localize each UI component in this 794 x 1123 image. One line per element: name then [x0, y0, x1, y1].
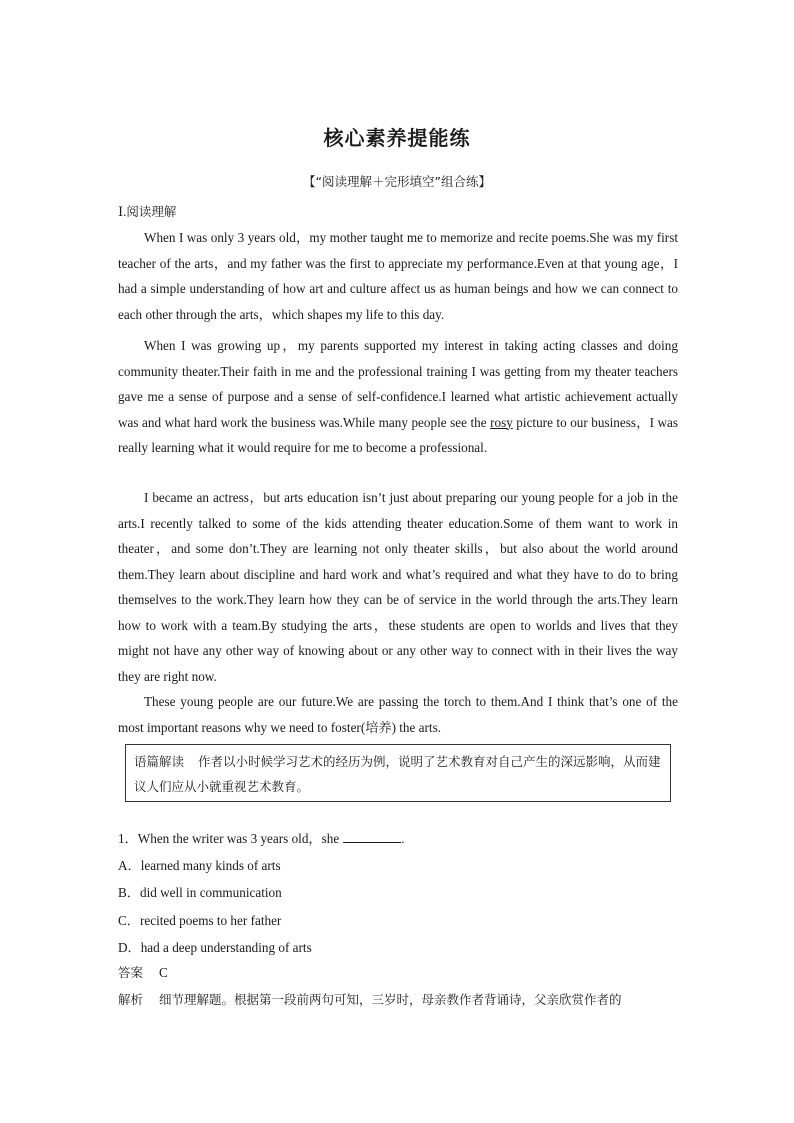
question-stem-end: . [401, 831, 405, 846]
option-a: A．learned many kinds of arts [118, 858, 281, 873]
section-number: Ⅰ. [118, 204, 127, 219]
question-stem [118, 828, 405, 847]
analysis-label: 解析 [118, 992, 144, 1007]
question-stem-text: 1．When the writer was 3 years old，she [118, 831, 340, 846]
section-heading [118, 202, 176, 220]
summary-text: 作者以小时候学习艺术的经历为例，说明了艺术教育对自己产生的深远影响，从而建议人们应从小就重视艺术教育。 [134, 754, 661, 794]
option-d: D．had a deep understanding of arts [118, 940, 312, 955]
page-title: 核心素养提能练 [323, 126, 471, 150]
answer-label: 答案 [118, 965, 144, 980]
paragraph-2 [118, 333, 678, 461]
summary-label: 语篇解读 [134, 754, 185, 769]
paragraph-3: I became an actress，but arts education isn’t just about preparing our young people for a job in the arts.I recently talked to some of the kids attending theater education.Some of them want to work in theater，and some don’t.They are learning not only theater skills，but also about the world around them.They learn about discipline and hard work and what’s required and what they have to do to bring themselves to the work.They learn how they can be of service in the world through the arts.They learn how to work with a team.By studying the arts，these students are open to worlds and lives that they might not have any other way of knowing about or any other way to connect with in their lives the way they are right now. [118, 490, 678, 684]
underlined-word: rosy [490, 414, 513, 430]
paragraph-4: These young people are our future.We are passing the torch to them.And I think that’s one of the most important reasons why we need to foster(培养) the arts. [118, 694, 678, 735]
option-b: B．did well in communication [118, 885, 282, 900]
answer-line [118, 963, 168, 981]
analysis-text: 细节理解题。根据第一段前两句可知，三岁时，母亲教作者背诵诗，父亲欣赏作者的 [159, 992, 622, 1007]
option-c: C．recited poems to her father [118, 913, 282, 928]
answer-blank [343, 830, 401, 843]
paragraph-1: When I was only 3 years old，my mother taught me to memorize and recite poems.She was my first teacher of the arts，and my father was the first to appreciate my performance.Even at that young age，I had a simple understanding of how art and culture affect us as human beings and how we can connect to each other through the arts，which shapes my life to this day. [118, 230, 678, 322]
section-label: 阅读理解 [126, 204, 177, 219]
summary-box [125, 744, 671, 802]
paragraph-2-text-b: picture to our business，I was really learning what it would require for me to become a professional. [118, 414, 679, 455]
analysis-line [118, 990, 622, 1008]
answer-value: C [159, 965, 168, 980]
page-subtitle: 【“阅读理解＋完形填空”组合练】 [303, 174, 491, 189]
paragraph-2-text-a: When I was growing up，my parents supported my interest in taking acting classes and doing community theater.Their faith in me and the professional training I was getting from my theater teachers gave me a sense of purpose and a sense of self-confidence.I learned what artistic achievement actually was and what hard work the business was.While many people see the [118, 338, 678, 430]
